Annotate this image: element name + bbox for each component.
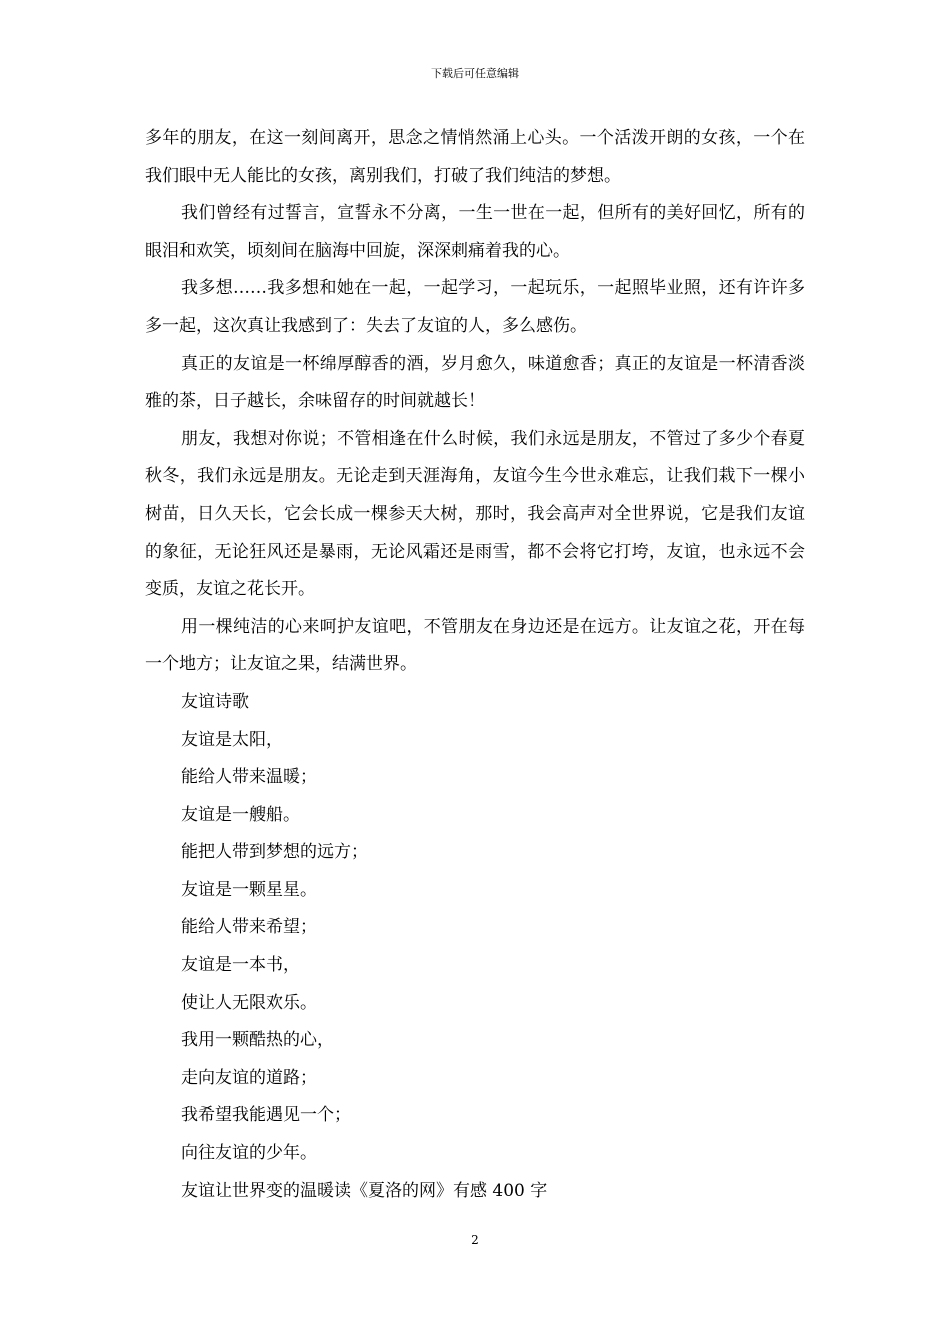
poem-line: 我希望我能遇见一个； bbox=[181, 1105, 351, 1126]
poem-line: 友谊是一艘船。 bbox=[181, 804, 300, 825]
poem-line: 使让人无限欢乐。 bbox=[181, 992, 317, 1013]
paragraph: 多年的朋友，在这一刻间离开，思念之情悄然涌上心头。一个活泼开朗的女孩，一个在我们眼中无人能比的女孩，离别我们，打破了我们纯洁的梦想。 bbox=[145, 128, 805, 186]
poem-line: 友谊是一本书， bbox=[181, 955, 300, 976]
poem-line: 友谊是太阳， bbox=[181, 729, 283, 750]
poem-line: 能给人带来温暖； bbox=[181, 767, 317, 788]
poem-line: 友谊是一颗星星。 bbox=[181, 879, 317, 900]
poem-title: 友谊诗歌 bbox=[181, 691, 249, 712]
paragraph: 用一棵纯洁的心来呵护友谊吧，不管朋友在身边还是在远方。让友谊之花，开在每一个地方；让友谊之果，结满世界。 bbox=[145, 616, 805, 675]
poem-line: 能把人带到梦想的远方； bbox=[181, 842, 368, 863]
closing-line: 友谊让世界变的温暖读《夏洛的网》有感 400 字 bbox=[181, 1180, 548, 1201]
paragraph: 真正的友谊是一杯绵厚醇香的酒，岁月愈久，味道愈香；真正的友谊是一杯清香淡雅的茶，日子越长，余味留存的时间就越长！ bbox=[145, 353, 805, 412]
page-number: 2 bbox=[471, 1233, 479, 1247]
poem-line: 向往友谊的少年。 bbox=[181, 1143, 317, 1164]
poem-line: 走向友谊的道路； bbox=[181, 1067, 317, 1088]
poem-line: 能给人带来希望； bbox=[181, 917, 317, 938]
document-body bbox=[145, 120, 805, 1210]
page-header: 下载后可任意编辑 bbox=[431, 67, 519, 80]
paragraph: 朋友，我想对你说；不管相逢在什么时候，我们永远是朋友，不管过了多少个春夏秋冬，我们永远是朋友。无论走到天涯海角，友谊今生今世永难忘，让我们栽下一棵小树苗，日久天长，它会长成一棵参天大树，那时，我会高声对全世界说，它是我们友谊的象征，无论狂风还是暴雨，无论风霜还是雨雪，都不会将它打垮，友谊，也永远不会变质，友谊之花长开。 bbox=[145, 428, 805, 600]
poem-line: 我用一颗酷热的心， bbox=[181, 1030, 334, 1051]
paragraph: 我们曾经有过誓言，宣誓永不分离，一生一世在一起，但所有的美好回忆，所有的眼泪和欢笑，顷刻间在脑海中回旋，深深刺痛着我的心。 bbox=[145, 203, 805, 261]
paragraph: 我多想……我多想和她在一起，一起学习，一起玩乐，一起照毕业照，还有许许多多一起，这次真让我感到了：失去了友谊的人，多么感伤。 bbox=[145, 278, 805, 336]
